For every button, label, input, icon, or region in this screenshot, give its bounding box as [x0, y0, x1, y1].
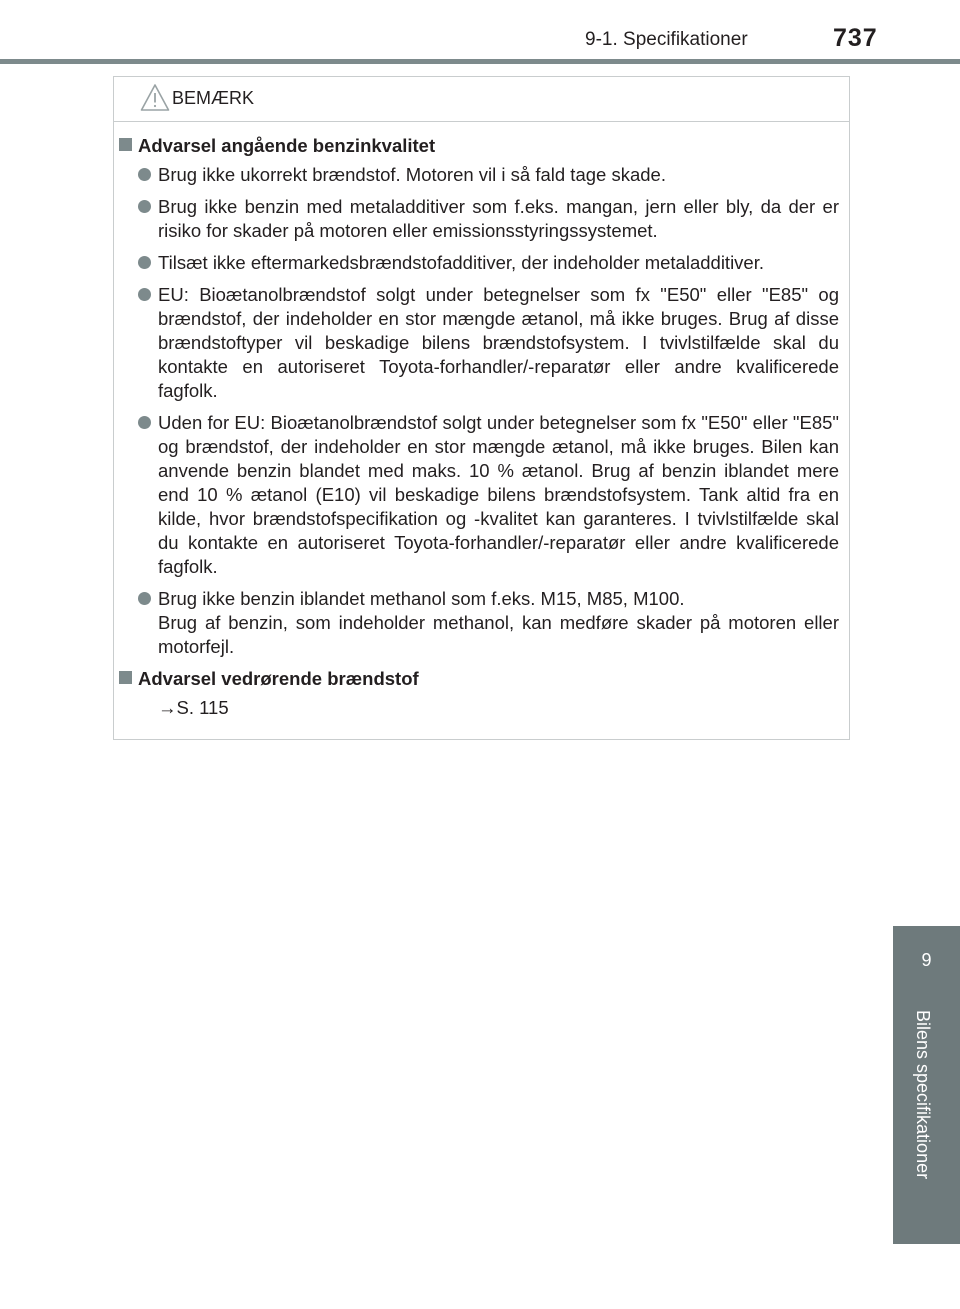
- bullet-item: [114, 411, 849, 579]
- chapter-tab: [893, 926, 960, 1244]
- bullet-item: [114, 587, 849, 659]
- note-body: [114, 134, 849, 720]
- warning-triangle-icon: [140, 83, 170, 113]
- square-bullet-icon: [119, 138, 132, 151]
- bullet-item: [114, 251, 849, 275]
- note-header: [114, 77, 849, 122]
- note-box: [113, 76, 850, 740]
- round-bullet-icon: [138, 200, 151, 213]
- chapter-label: Bilens specifikationer: [913, 1010, 933, 1180]
- running-header-section: 9-1. Specifikationer: [585, 29, 748, 50]
- round-bullet-icon: [138, 168, 151, 181]
- bullet-text: Brug ikke ukorrekt brændstof. Motoren vil i så fald tage skade.: [158, 164, 666, 185]
- bullet-text: Brug ikke benzin iblandet methanol som f.eks. M15, M85, M100.: [158, 588, 685, 609]
- bullet-item: [114, 283, 849, 403]
- bullet-text-continued: Brug af benzin, som indeholder methanol, kan medføre skader på motoren eller motorfejl.: [158, 612, 839, 657]
- section-title-text: Advarsel angående benzinkvalitet: [138, 135, 436, 156]
- bullet-text: EU: Bioætanolbrændstof solgt under betegnelser som fx "E50" eller "E85" og brændstof, der indeholder en stor mængde ætanol, må ikke bruges. Brug af disse brændstoftyper vil beskadige bilens brændstofsystem. I tvivlstilfælde skal du kontakte en autoriseret Toyota-forhandler/-reparatør eller andre kvalificerede fagfolk.: [158, 284, 839, 401]
- page-reference: →S. 115: [158, 697, 229, 718]
- section-title: [114, 667, 849, 691]
- section-title-text: Advarsel vedrørende brændstof: [138, 668, 419, 689]
- page-number: 737: [833, 24, 878, 52]
- round-bullet-icon: [138, 416, 151, 429]
- square-bullet-icon: [119, 671, 132, 684]
- bullet-text: Brug ikke benzin med metaladditiver som f.eks. mangan, jern eller bly, da der er risiko for skader på motoren eller emissionsstyringssystemet.: [158, 196, 839, 241]
- round-bullet-icon: [138, 592, 151, 605]
- chapter-number: 9: [921, 950, 932, 970]
- section-title: [114, 134, 849, 158]
- round-bullet-icon: [138, 256, 151, 269]
- bullet-text: Tilsæt ikke eftermarkedsbrændstofadditiver, der indeholder metaladditiver.: [158, 252, 764, 273]
- header-rule: [0, 59, 960, 64]
- bullet-item: [114, 163, 849, 187]
- bullet-item: [114, 195, 849, 243]
- round-bullet-icon: [138, 288, 151, 301]
- bullet-text: Uden for EU: Bioætanolbrændstof solgt under betegnelser som fx "E50" eller "E85" og brændstof, der indeholder en stor mængde ætanol, må ikke bruges. Bilen kan anvende benzin blandet med maks. 10 % ætanol. Brug af benzin iblandet mere end 10 % ætanol (E10) vil beskadige bilens brændstofsystem. Tank altid fra en kilde, hvor brændstofspecifikation og -kvalitet kan garanteres. I tvivlstilfælde skal du kontakte en autoriseret Toyota-forhandler/-reparatør eller andre kvalificerede fagfolk.: [158, 412, 839, 577]
- note-label: BEMÆRK: [172, 88, 255, 108]
